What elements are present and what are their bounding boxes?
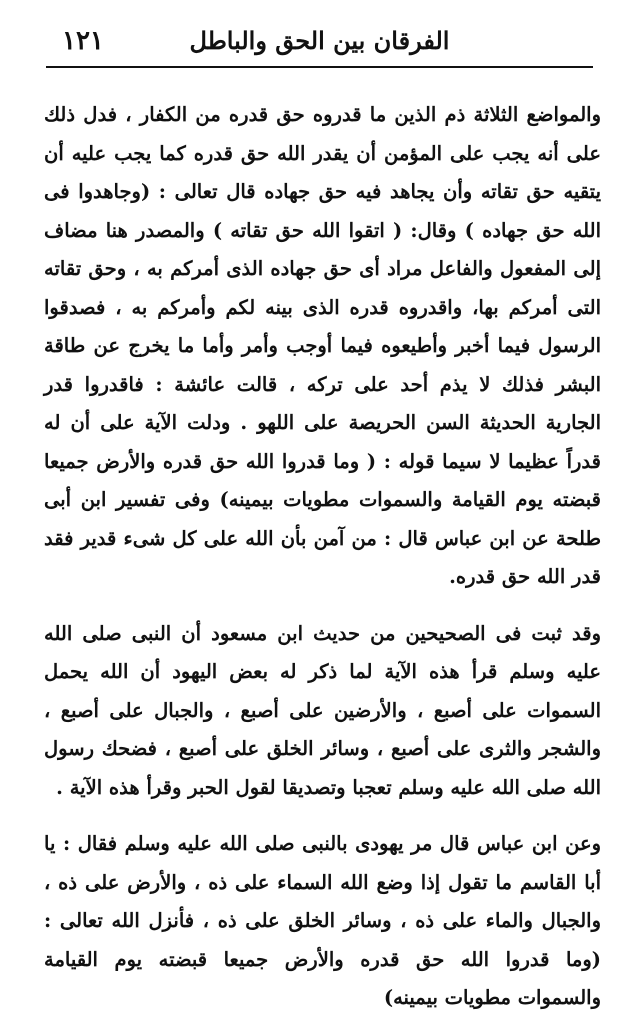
running-title: الفرقان بين الحق والباطل xyxy=(189,26,450,55)
paragraph: والمواضع الثلاثة ذم الذين ما قدروه حق قدره من الكفار ، فدل ذلك على أنه يجب على المؤمن أن يقدر الله حق قدره كما يجب عليه أن يتقيه حق تقاته وأن يجاهد فيه حق جهاده قال تعالى : (وجاهدوا فى الله حق جهاده ) وقال: ( اتقوا الله حق تقاته ) والمصدر هنا مضاف إلى المفعول والفاعل مراد أى حق جهاده الذى أمركم به ، وحق تقاته التى أمركم بها، واقدروه قدره الذى بينه لكم وأمركم به ، فصدقوا الرسول فيما أخبر وأطيعوه فيما أوجب وأمر وأما ما يخرج عن طاقة البشر فذلك لا يذم أحد على تركه ، قالت عائشة : فاقدروا قدر الجارية الحديثة السن الحريصة على اللهو . ودلت الآية على أن له قدراً عظيما لا سيما قوله : ( وما قدروا الله حق قدره والأرض جميعا قبضته يوم القيامة والسموات مطويات بيمينه) وفى تفسير ابن أبى طلحة عن ابن عباس قال : من آمن بأن الله على كل شىء قدير فقد قدر الله حق قدره. xyxy=(44,103,601,588)
body-text xyxy=(44,96,601,1018)
page-number: ١٢١ xyxy=(62,26,104,56)
paragraph: وقد ثبت فى الصحيحين من حديث ابن مسعود أن النبى صلى الله عليه وسلم قرأ هذه الآية لما ذكر له بعض اليهود أن الله يحمل السموات على أصبع ، والأرضين على أصبع ، والجبال على أصبع ، والشجر والثرى على أصبع ، وسائر الخلق على أصبع ، فضحك رسول الله صلى الله عليه وسلم تعجبا وتصديقا لقول الحبر وقرأ هذه الآية . xyxy=(44,621,601,799)
page-header xyxy=(46,22,593,68)
paragraph: وعن ابن عباس قال مر يهودى بالنبى صلى الله عليه وسلم فقال : يا أبا القاسم ما تقول إذا وضع الله السماء على ذه ، والأرض على ذه ، والجبال والماء على ذه ، وسائر الخلق على ذه ، فأنزل الله تعالى : (وما قدروا الله حق قدره والأرض جميعا قبضته يوم القيامة والسموات مطويات بيمينه) xyxy=(44,832,601,1009)
